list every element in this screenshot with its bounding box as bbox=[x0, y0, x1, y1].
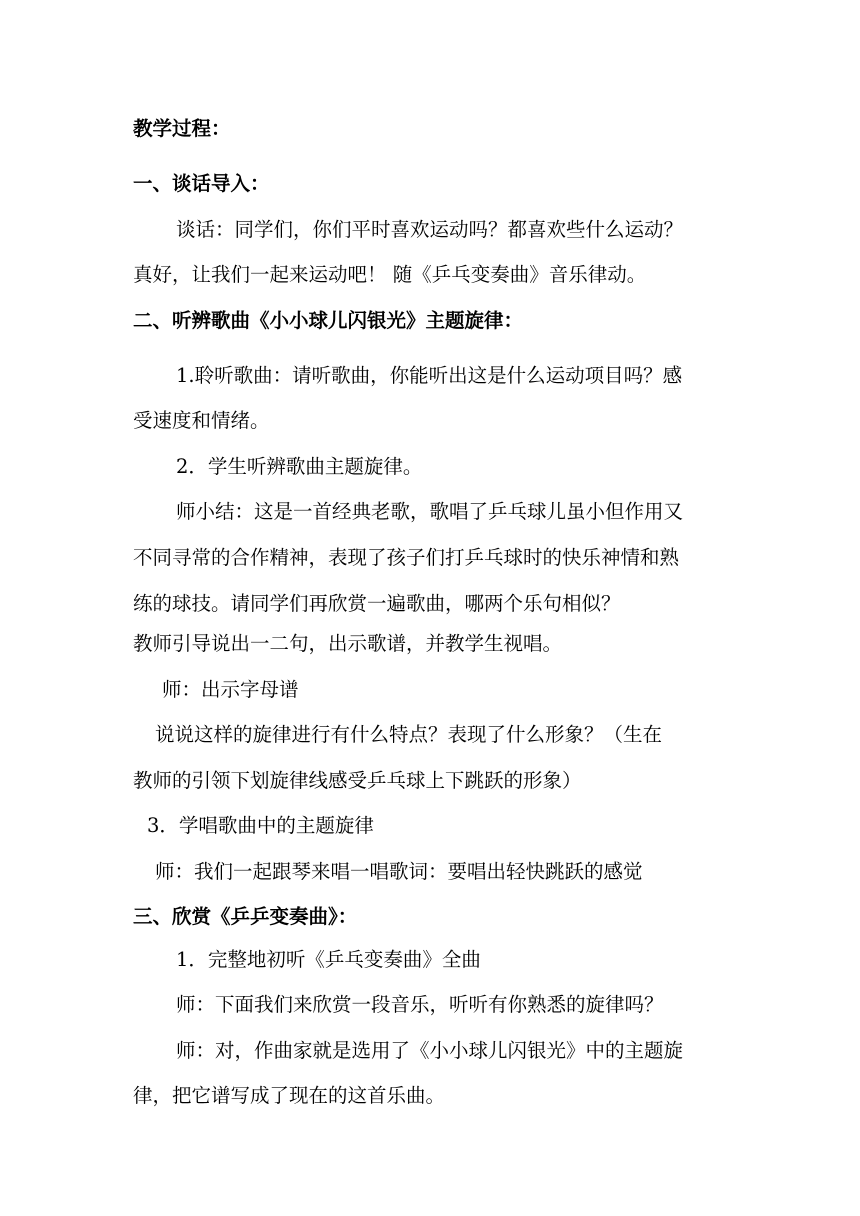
section-2-guide: 教师引导说出一二句，出示歌谱，并教学生视唱。 bbox=[133, 632, 563, 655]
section-2-item-3: 3．学唱歌曲中的主题旋律 bbox=[147, 814, 374, 837]
section-2-item-2: 2．学生听辨歌曲主题旋律。 bbox=[176, 455, 423, 478]
section-2-summary-line-2: 不同寻常的合作精神，表现了孩子们打乒乓球时的快乐神情和熟 bbox=[133, 546, 680, 569]
section-3-heading: 三、欣赏《乒乒变奏曲》： bbox=[133, 905, 358, 928]
section-2-teacher-show: 师：出示字母谱 bbox=[162, 678, 299, 701]
section-2-item-1-line-1: 1.聆听歌曲：请听歌曲，你能听出这是什么运动项目吗？感 bbox=[176, 364, 683, 387]
section-1-paragraph-line-2: 真好，让我们一起来运动吧！ 随《乒乓变奏曲》音乐律动。 bbox=[133, 263, 647, 286]
section-2-summary-line-1: 师小结：这是一首经典老歌，歌唱了乒乓球儿虽小但作用又 bbox=[176, 500, 684, 523]
section-3-teacher-2-line-2: 律，把它谱写成了现在的这首乐曲。 bbox=[133, 1084, 446, 1107]
section-3-item-1: 1．完整地初听《乒乓变奏曲》全曲 bbox=[176, 948, 481, 971]
section-2-heading: 二、听辨歌曲《小小球儿闪银光》主题旋律： bbox=[133, 309, 524, 332]
section-3-teacher-2-line-1: 师：对，作曲家就是选用了《小小球儿闪银光》中的主题旋 bbox=[176, 1039, 684, 1062]
section-1-heading: 一、谈话导入： bbox=[133, 172, 270, 195]
section-3-teacher-1: 师：下面我们来欣赏一段音乐，听听有你熟悉的旋律吗？ bbox=[176, 993, 664, 1016]
section-2-teacher-sing: 师：我们一起跟琴来唱一唱歌词：要唱出轻快跳跃的感觉 bbox=[155, 860, 643, 883]
section-2-item-1-line-2: 受速度和情绪。 bbox=[133, 409, 270, 432]
section-2-question-line-1: 说说这样的旋律进行有什么特点？表现了什么形象？（生在 bbox=[155, 723, 663, 746]
section-1-paragraph-line-1: 谈话：同学们，你们平时喜欢运动吗？都喜欢些什么运动？ bbox=[176, 218, 684, 241]
section-2-summary-line-3: 练的球技。请同学们再欣赏一遍歌曲，哪两个乐句相似？ bbox=[133, 592, 621, 615]
section-2-question-line-2: 教师的引领下划旋律线感受乒乓球上下跳跃的形象） bbox=[133, 769, 582, 792]
document-title: 教学过程： bbox=[133, 117, 231, 140]
